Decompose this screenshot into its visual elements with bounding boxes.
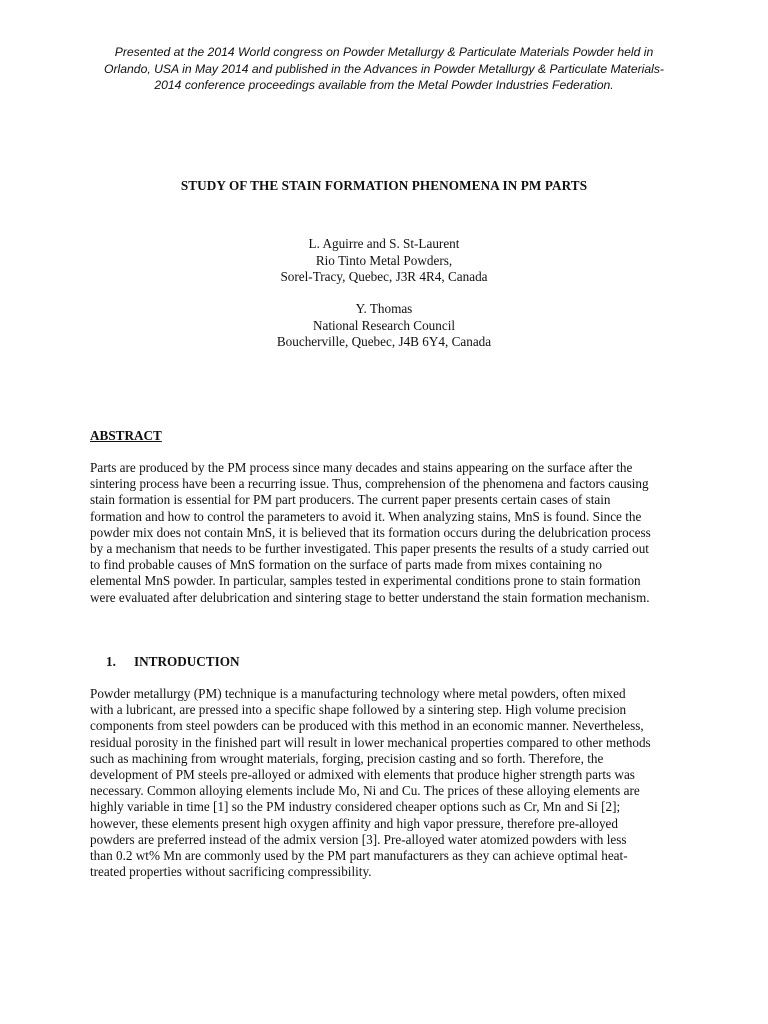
text-line: powder mix does not contain MnS, it is believed that its formation occurs during the delubrication process [90,524,651,540]
section-number: 1. [106,654,116,669]
text-line: powders are preferred instead of the admix version [3]. Pre-alloyed water atomized powders with less [90,831,627,847]
text-line: elemental MnS powder. In particular, samples tested in experimental conditions prone to stain formation [90,573,641,589]
publication-note [80,44,688,94]
publication-note-line: Orlando, USA in May 2014 and published in the Advances in Powder Metallurgy & Particulate Materials- [103,61,664,76]
abstract-text [90,460,682,606]
paper-title: STUDY OF THE STAIN FORMATION PHENOMENA IN PM PARTS [180,178,588,193]
author-block [150,236,618,286]
text-line: formation and how to control the parameters to avoid it. When analyzing stains, MnS is found. Since the [90,508,642,524]
author-names: Y. Thomas [355,301,413,316]
text-line: were evaluated after delubrication and sintering stage to better understand the stain formation mechanism. [90,589,650,605]
text-line: with a lubricant, are pressed into a specific shape followed by a sintering step. High volume precision [90,702,627,718]
author-address: Boucherville, Quebec, J4B 6Y4, Canada [276,334,492,349]
text-line: such as machining from wrought materials, forging, precision casting and so forth. Therefore, the [90,750,604,766]
author-affiliation: National Research Council [312,317,456,333]
author-affiliation: Rio Tinto Metal Powders, [315,252,453,268]
text-line: stain formation is essential for PM part producers. The current paper presents certain cases of stain [90,492,611,508]
section-title: INTRODUCTION [134,654,240,669]
abstract-heading: ABSTRACT [90,428,162,443]
publication-note-line: Presented at the 2014 World congress on Powder Metallurgy & Particulate Materials Powder held in [114,45,654,59]
text-line: necessary. Common alloying elements include Mo, Ni and Cu. The prices of these alloying elements are [90,783,640,799]
text-line: sintering process have been a recurring issue. Thus, comprehension of the phenomena and factors causing [90,476,649,492]
author-names: L. Aguirre and S. St-Laurent [308,236,460,251]
text-line: components from steel powders can be produced with this method in an economic manner. Nevertheless, [90,718,644,734]
text-line: residual porosity in the finished part will result in lower mechanical properties compared to other methods [90,734,651,750]
text-line: however, these elements present high oxygen affinity and high vapor pressure, therefore pre-alloyed [90,815,619,831]
author-address: Sorel-Tracy, Quebec, J3R 4R4, Canada [280,269,488,284]
text-line: Powder metallurgy (PM) technique is a manufacturing technology where metal powders, often mixed [90,686,626,701]
text-line: development of PM steels pre-alloyed or admixed with elements that produce higher strength parts was [90,767,635,783]
text-line: highly variable in time [1] so the PM industry considered cheaper options such as Cr, Mn and Si [2]; [90,799,621,815]
text-line: Parts are produced by the PM process since many decades and stains appearing on the surface after the [90,460,633,475]
publication-note-line: 2014 conference proceedings available from the Metal Powder Industries Federation. [154,78,614,92]
text-line: to find probable causes of MnS formation on the surface of parts made from mixes containing no [90,557,602,573]
introduction-text [90,686,682,880]
author-block [150,301,618,351]
text-line: treated properties without sacrificing compressibility. [90,864,372,880]
text-line: by a mechanism that needs to be further investigated. This paper presents the results of a study carried out [90,541,649,557]
introduction-heading [106,654,240,670]
text-line: than 0.2 wt% Mn are commonly used by the PM part manufacturers as they can achieve optimal heat- [90,848,628,864]
